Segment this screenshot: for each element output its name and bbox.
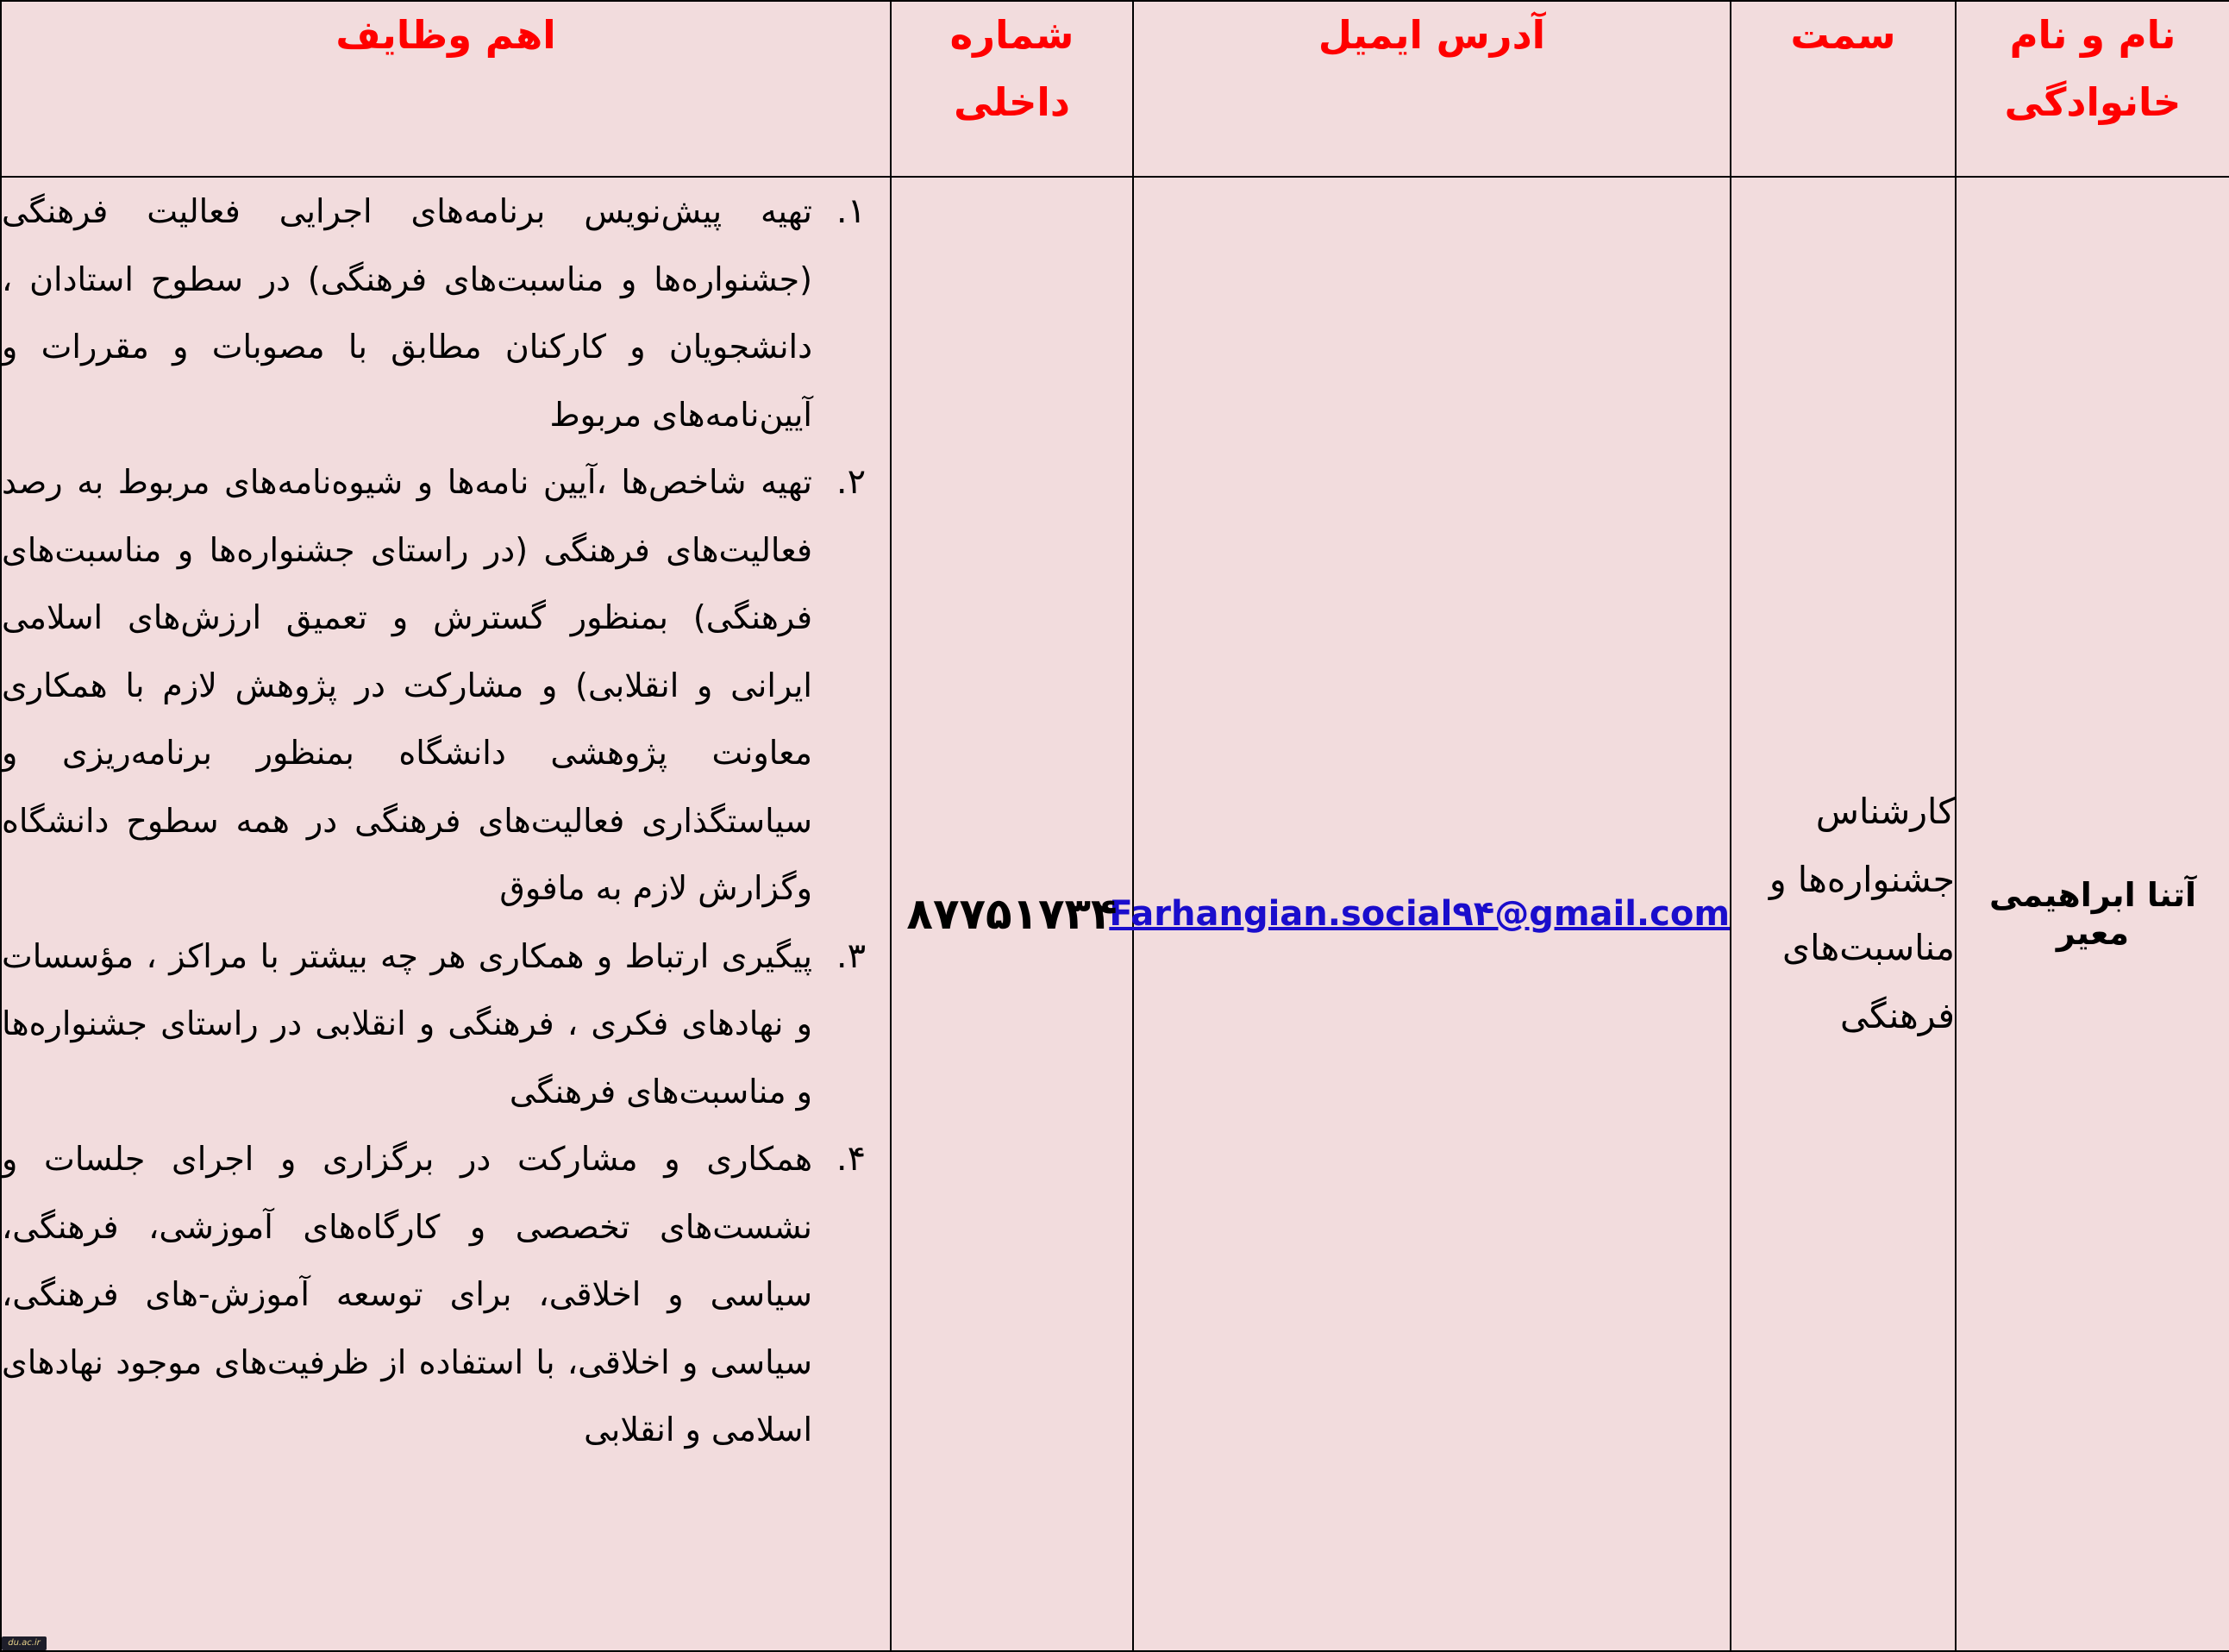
duty-number: ۴.: [836, 1139, 867, 1179]
duty-text: تهیه شاخص‌ها ،آیین نامه‌ها و شیوه‌نامه‌های مربوط به رصد فعالیت‌های فرهنگی (در راستای جشنواره‌ها و مناسبت‌های فرهنگی) بمنظور گسترش و تعمیق ارزش‌های اسلامی ایرانی و انقلابی) و مشارکت در پژوهش لازم با همکاری معاونت پژوهشی دانشگاه بمنظور برنامه‌ریزی و سیاستگذاری فعالیت‌های فرهنگی در همه سطوح دانشگاه وگزارش لازم به مافوق: [2, 463, 812, 907]
staff-role: کارشناس جشنواره‌ها و مناسبت‌های فرهنگی: [1731, 177, 1956, 1651]
duties-list: [2, 178, 890, 1464]
header-row: [1, 1, 2229, 177]
duty-text: همکاری و مشارکت در برگزاری و اجرای جلسات و نشست‌های تخصصی و کارگاه‌های آموزشی، فرهنگی، سیاسی و اخلاقی، برای توسعه آموزش-های فرهنگی، سیاسی و اخلاقی، با استفاده از ظرفیت‌های موجود نهادهای اسلامی و انقلابی: [2, 1140, 812, 1449]
list-item: [2, 178, 890, 448]
duty-number: ۱.: [836, 191, 867, 231]
header-duties: اهم وظایف: [1, 1, 891, 177]
list-item: [2, 1125, 890, 1464]
duty-number: ۳.: [836, 936, 867, 976]
duty-text: تهیه پیش‌نویس برنامه‌های اجرایی فعالیت فرهنگی (جشنواره‌ها و مناسبت‌های فرهنگی) در سطوح استادان ، دانشجویان و کارکنان مطابق با مصوبات و مقررات و آیین‌نامه‌های مربوط: [2, 192, 812, 434]
header-name: نام و نام خانوادگی: [1956, 1, 2229, 177]
header-email: آدرس ایمیل: [1133, 1, 1731, 177]
staff-name: آتنا ابراهیمی معیر: [1956, 177, 2229, 1651]
email-link[interactable]: Farhangian.social۹۴@gmail.com: [1109, 894, 1730, 934]
header-role: سمت: [1731, 1, 1956, 177]
header-phone: شماره داخلی: [891, 1, 1133, 177]
email-cell: [1109, 177, 1731, 1651]
list-item: [2, 923, 890, 1126]
duty-number: ۲.: [836, 462, 867, 502]
watermark-logo: du.ac.ir: [2, 1636, 47, 1650]
table-row: [1, 177, 2229, 1651]
list-item: [2, 448, 890, 923]
duties-cell: [1, 177, 891, 1651]
duty-text: پیگیری ارتباط و همکاری هر چه بیشتر با مراکز ، مؤسسات و نهادهای فکری ، فرهنگی و انقلابی در راستای جشنواره‌ها و مناسبت‌های فرهنگی: [2, 936, 812, 1111]
phone-extension: ۸۷۷۵۱۷۳۴: [891, 177, 1133, 1651]
